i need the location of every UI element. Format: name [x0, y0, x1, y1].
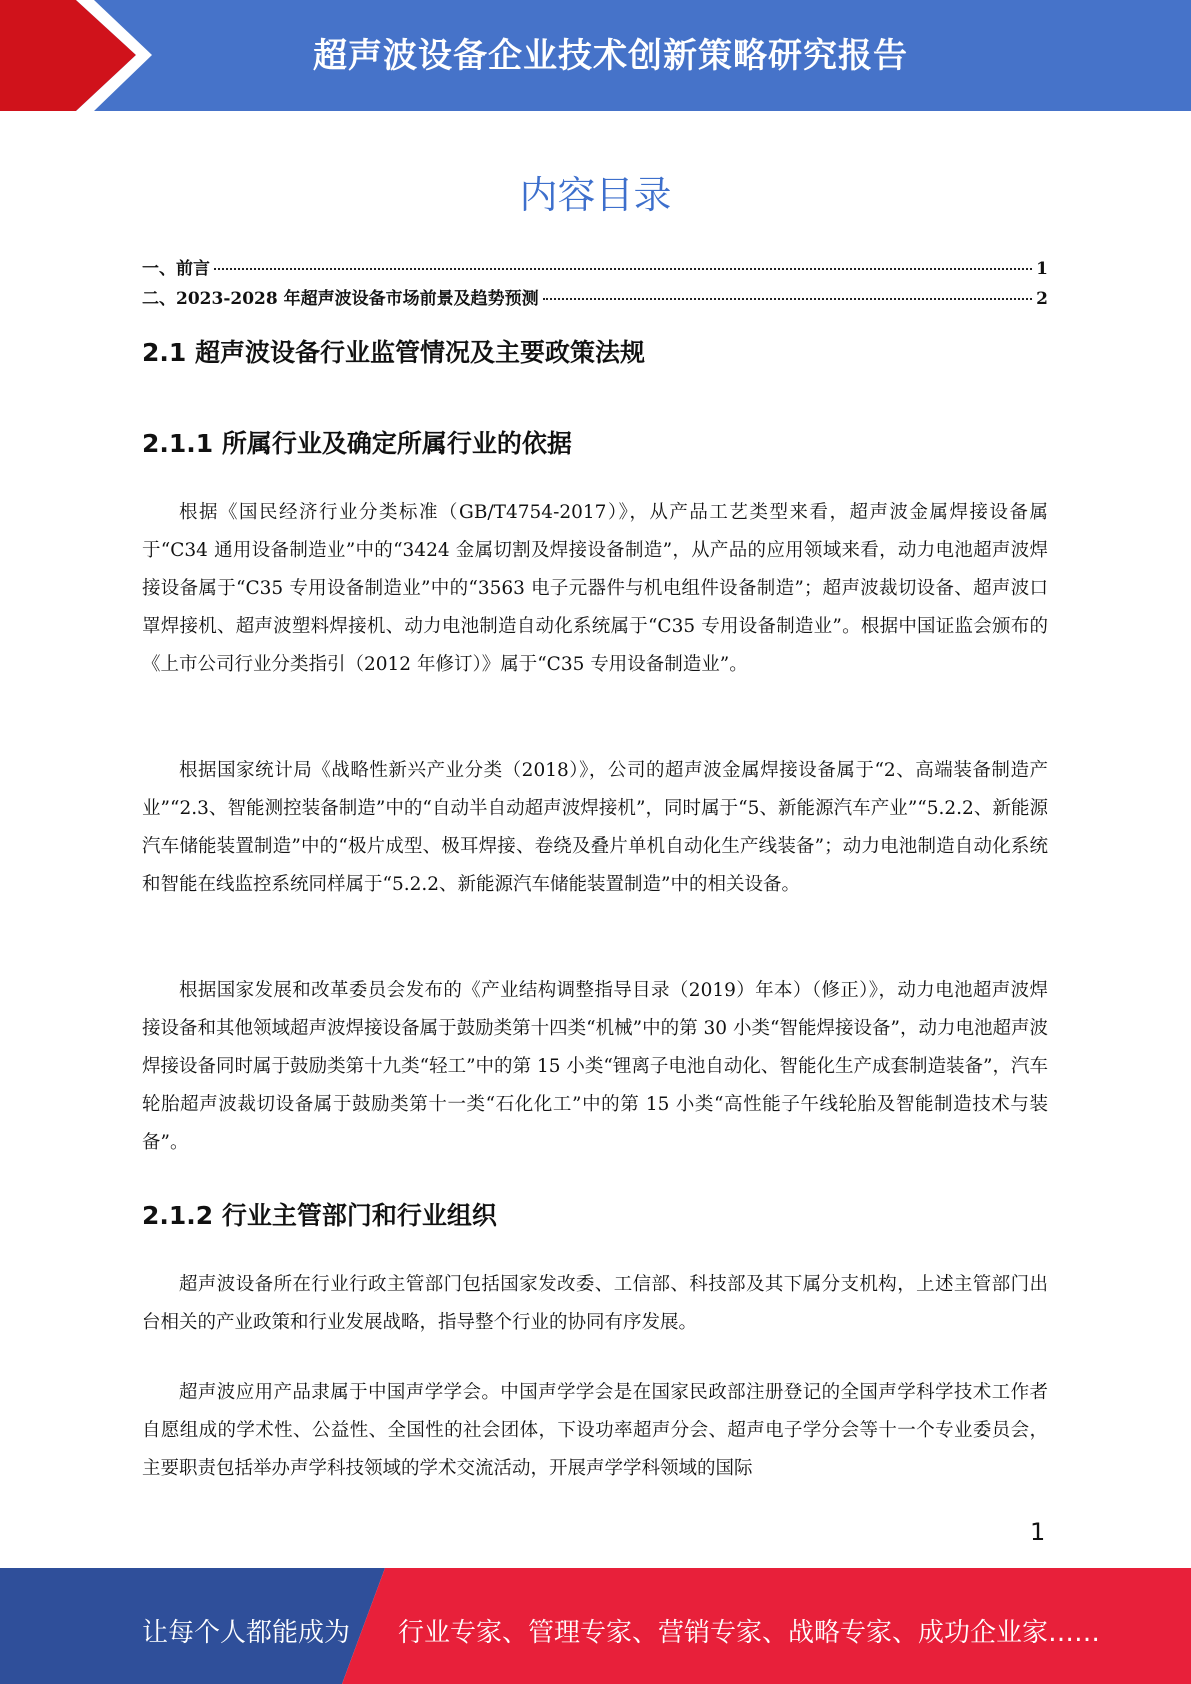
toc-title: 内容目录 [519, 173, 672, 217]
toc-leader-dots [214, 268, 1032, 270]
footer-slogan-left: 让每个人都能成为 [142, 1618, 351, 1648]
header-banner [0, 0, 1191, 111]
toc-entry-page: 1 [1036, 259, 1048, 279]
paragraph: 根据《国民经济行业分类标准（GB/T4754-2017）》，从产品工艺类型来看，超声波金属焊接设备属于“C34 通用设备制造业”中的“3424 金属切割及焊接设备制造”，从产品的应用领域来看，动力电池超声波焊接设备属于“C35 专用设备制造业”中的“3563 电子元器件与机电组件设备制造”；超声波裁切设备、超声波口罩焊接机、超声波塑料焊接机、动力电池制造自动化系统属于“C35 专用设备制造业”。根据中国证监会颁布的《上市公司行业分类指引（2012 年修订）》属于“C35 专用设备制造业”。 [142, 502, 1048, 675]
toc-entry[interactable] [142, 284, 1048, 314]
paragraph: 超声波应用产品隶属于中国声学学会。中国声学学会是在国家民政部注册登记的全国声学科学技术工作者自愿组成的学术性、公益性、全国性的社会团体，下设功率超声分会、超声电子学分会等十一个专业委员会，主要职责包括举办声学科技领域的学术交流活动，开展声学学科领域的国际 [142, 1382, 1048, 1479]
section-heading-2-1: 2.1 超声波设备行业监管情况及主要政策法规 [142, 338, 645, 367]
section-heading-2-1-1: 2.1.1 所属行业及确定所属行业的依据 [142, 429, 572, 458]
toc-entry-label: 二、2023-2028 年超声波设备市场前景及趋势预测 [142, 289, 539, 309]
footer-slogan-right: 行业专家、管理专家、营销专家、战略专家、成功企业家…… [398, 1618, 1101, 1648]
paragraph: 根据国家发展和改革委员会发布的《产业结构调整指导目录（2019）年本）（修正）》，动力电池超声波焊接设备和其他领域超声波焊接设备属于鼓励类第十四类“机械”中的第 30 小类“智能焊接设备”，动力电池超声波焊接设备同时属于鼓励类第十九类“轻工”中的第 15 小类“锂离子电池自动化、智能化生产成套制造装备”，汽车轮胎超声波裁切设备属于鼓励类第十一类“石化化工”中的第 15 小类“高性能子午线轮胎及智能制造技术与装备”。 [142, 980, 1048, 1153]
paragraph: 根据国家统计局《战略性新兴产业分类（2018）》，公司的超声波金属焊接设备属于“2、高端装备制造产业”“2.3、智能测控装备制造”中的“自动半自动超声波焊接机”，同时属于“5、新能源汽车产业”“5.2.2、新能源汽车储能装置制造”中的“极片成型、极耳焊接、卷绕及叠片单机自动化生产线装备”；动力电池制造自动化系统和智能在线监控系统同样属于“5.2.2、新能源汽车储能装置制造”中的相关设备。 [142, 760, 1048, 895]
footer-banner [0, 1568, 1191, 1684]
toc-leader-dots [543, 298, 1033, 300]
toc-entry-label: 一、前言 [142, 259, 210, 279]
toc-list [142, 254, 1048, 314]
report-title: 超声波设备企业技术创新策略研究报告 [313, 36, 908, 76]
section-heading-2-1-2: 2.1.2 行业主管部门和行业组织 [142, 1201, 497, 1230]
page-number: 1 [1030, 1518, 1046, 1546]
toc-entry-page: 2 [1036, 289, 1048, 309]
toc-entry[interactable] [142, 254, 1048, 284]
paragraph: 超声波设备所在行业行政主管部门包括国家发改委、工信部、科技部及其下属分支机构，上述主管部门出台相关的产业政策和行业发展战略，指导整个行业的协同有序发展。 [142, 1274, 1048, 1333]
